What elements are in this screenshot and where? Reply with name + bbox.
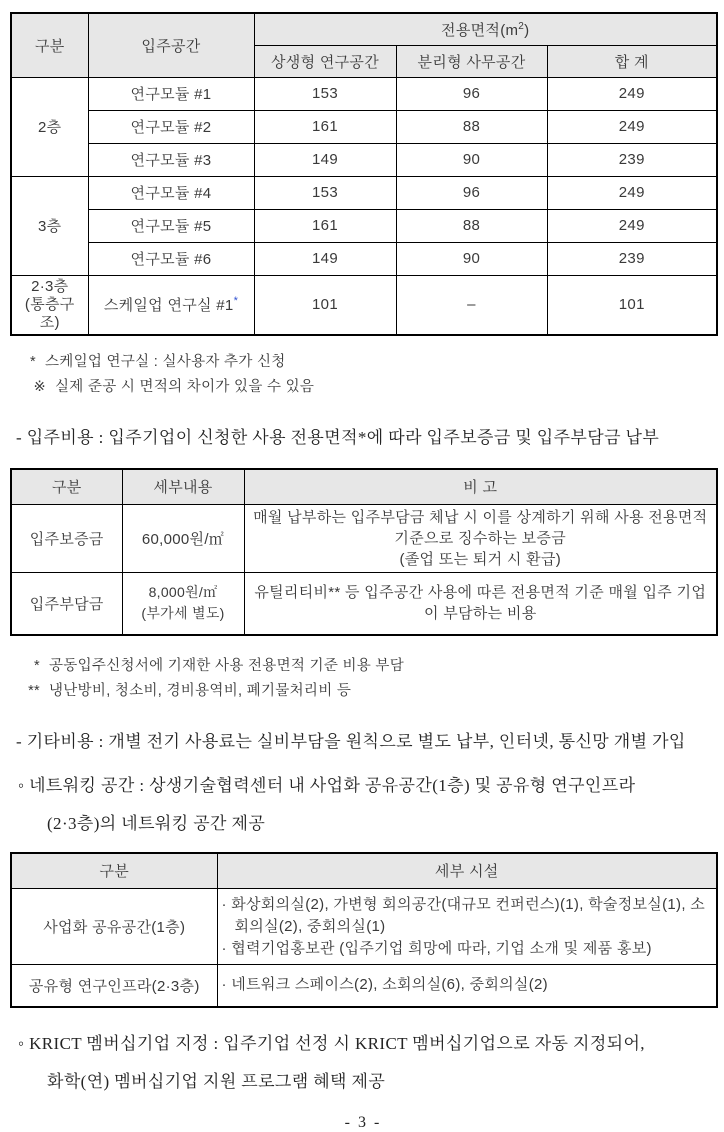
total-area-cell: 249 [547,110,717,143]
note-text: 공동입주신청서에 기재한 사용 전용면적 기준 비용 부담 [49,657,405,674]
networking-line2 [10,812,716,836]
space-cell: 연구모듈 #5 [88,209,254,242]
research-area-cell: 153 [254,176,396,209]
cost-table [10,468,718,636]
dash-bullet: - [16,731,23,751]
header-space: 입주공간 [88,13,254,77]
table-row [11,77,717,110]
note-text: 실제 준공 시 면적의 차이가 있을 수 있음 [55,378,315,395]
facility-item [222,894,713,938]
research-area-cell: 149 [254,242,396,275]
office-area-cell: 96 [396,176,547,209]
header-facilities: 세부 시설 [217,853,717,889]
cost-detail-cell: 60,000원/㎡ [122,505,244,573]
membership-line2 [10,1070,716,1094]
total-area-cell: 101 [547,275,717,335]
research-area-cell: 101 [254,275,396,335]
cost-remark-cell: 유틸리티비** 등 입주공간 사용에 따른 전용면적 기준 매월 입주 기업이 부담하는 비용 [244,573,717,635]
office-area-cell: 88 [396,209,547,242]
other-cost-text: 기타비용 : 개별 전기 사용료는 실비부담을 원칙으로 별도 납부, 인터넷, 통신망 개별 가입 [26,731,686,751]
other-cost-line [10,730,716,754]
membership-line1 [10,1032,716,1056]
table-header-row [11,469,717,505]
space-label: 스케일업 연구실 #1 [103,297,234,314]
table-row [11,242,717,275]
facility-item [222,938,713,960]
header-category: 구분 [11,13,88,77]
table-header-row [11,853,717,889]
facility-item [222,974,713,996]
dot-bullet: · [221,939,227,957]
circle-bullet: ◦ [18,1033,25,1053]
table-row [11,176,717,209]
office-area-cell: 88 [396,110,547,143]
dot-bullet: · [221,976,227,994]
asterisk-superscript: * [233,295,239,307]
networking-line1 [10,774,716,798]
space-cell: 연구모듈 #6 [88,242,254,275]
note-marker: ** [28,682,40,699]
header-detail: 세부내용 [122,469,244,505]
header-total: 합 계 [547,45,717,77]
note-line [10,654,716,679]
area-label-sup: 2 [518,20,525,32]
header-remark: 비 고 [244,469,717,505]
membership-text2: 화학(연) 멤버십기업 지원 프로그램 혜택 제공 [47,1071,386,1091]
detail-line2: (부가세 별도) [141,605,225,622]
dash-bullet: - [16,427,23,447]
note-text: 냉난방비, 청소비, 경비용역비, 폐기물처리비 등 [49,682,352,699]
research-area-cell: 153 [254,77,396,110]
cost-category-cell: 입주보증금 [11,505,122,573]
total-area-cell: 249 [547,176,717,209]
header-category: 구분 [11,469,122,505]
header-category: 구분 [11,853,217,889]
total-area-cell: 249 [547,77,717,110]
floor-cell: 2층 [11,77,88,176]
table-row [11,505,717,573]
research-area-cell: 161 [254,209,396,242]
note-marker: * [34,657,40,674]
facility-table [10,852,718,1008]
total-area-cell: 239 [547,143,717,176]
cost-detail-cell [122,573,244,635]
area-label-prefix: 전용면적(m [441,21,519,39]
total-area-cell: 249 [547,209,717,242]
dot-bullet: · [221,895,227,913]
floor-cell: 3층 [11,176,88,275]
table-header-row [11,13,717,45]
table-row [11,143,717,176]
header-shared-research: 상생형 연구공간 [254,45,396,77]
page-number: - 3 - [344,1113,382,1131]
table-row [11,965,717,1007]
note-line [22,350,716,375]
cost-section-line [10,426,716,450]
facility-category-cell: 공유형 연구인프라(2·3층) [11,965,217,1007]
space-cell: 연구모듈 #4 [88,176,254,209]
table-row [11,889,717,965]
cost-remark-cell [244,505,717,573]
header-separate-office: 분리형 사무공간 [396,45,547,77]
floor-line1: 2·3층 [31,277,69,295]
cost-section-text: 입주비용 : 입주기업이 신청한 사용 전용면적*에 따라 입주보증금 및 입주부담금 납부 [26,427,660,447]
networking-text2: (2·3층)의 네트워킹 공간 제공 [47,813,266,833]
note-line [10,679,716,704]
circle-bullet: ◦ [18,775,25,795]
facility-item-text: 화상회의실(2), 가변형 회의공간(대규모 컨퍼런스)(1), 학술정보실(1), 소회의실(2), 중회의실(1) [231,895,706,935]
table-row [11,275,717,335]
office-area-cell: 96 [396,77,547,110]
office-area-cell: 90 [396,242,547,275]
detail-line1: 8,000원/㎡ [148,584,218,601]
area-label-suffix: ) [524,21,530,39]
facility-list-cell [217,965,717,1007]
office-area-cell: – [396,275,547,335]
note-text: 스케일업 연구실 : 실사용자 추가 신청 [45,353,286,370]
facility-item-text: 협력기업홍보관 (입주기업 희망에 따라, 기업 소개 및 제품 홍보) [231,939,652,957]
membership-text1: KRICT 멤버십기업 지정 : 입주기업 선정 시 KRICT 멤버십기업으로 자동 지정되어, [29,1033,645,1053]
space-cell: 연구모듈 #2 [88,110,254,143]
facility-category-cell: 사업화 공유공간(1층) [11,889,217,965]
table-row [11,110,717,143]
note-line [22,375,716,400]
occupancy-notes [10,350,716,400]
space-cell: 연구모듈 #3 [88,143,254,176]
remark-sub: (졸업 또는 퇴거 시 환급) [399,551,562,568]
space-cell: 연구모듈 #1 [88,77,254,110]
space-cell [88,275,254,335]
networking-text1: 네트워킹 공간 : 상생기술협력센터 내 사업화 공유공간(1층) 및 공유형 연구인프라 [29,775,636,795]
header-area-group [254,13,717,45]
floor-line2: (통층구조) [24,295,75,331]
facility-item-text: 네트워크 스페이스(2), 소회의실(6), 중회의실(2) [231,976,548,994]
occupancy-area-table [10,12,718,336]
office-area-cell: 90 [396,143,547,176]
cost-category-cell: 입주부담금 [11,573,122,635]
facility-list-cell [217,889,717,965]
cost-notes [10,654,716,704]
research-area-cell: 161 [254,110,396,143]
note-marker: * [30,353,36,370]
remark-main: 매월 납부하는 입주부담금 체납 시 이를 상계하기 위해 사용 전용면적 기준으로 징수하는 보증금 [253,509,708,547]
total-area-cell: 239 [547,242,717,275]
table-row [11,573,717,635]
note-marker: ※ [33,378,46,395]
research-area-cell: 149 [254,143,396,176]
floor-cell [11,275,88,335]
table-row [11,209,717,242]
